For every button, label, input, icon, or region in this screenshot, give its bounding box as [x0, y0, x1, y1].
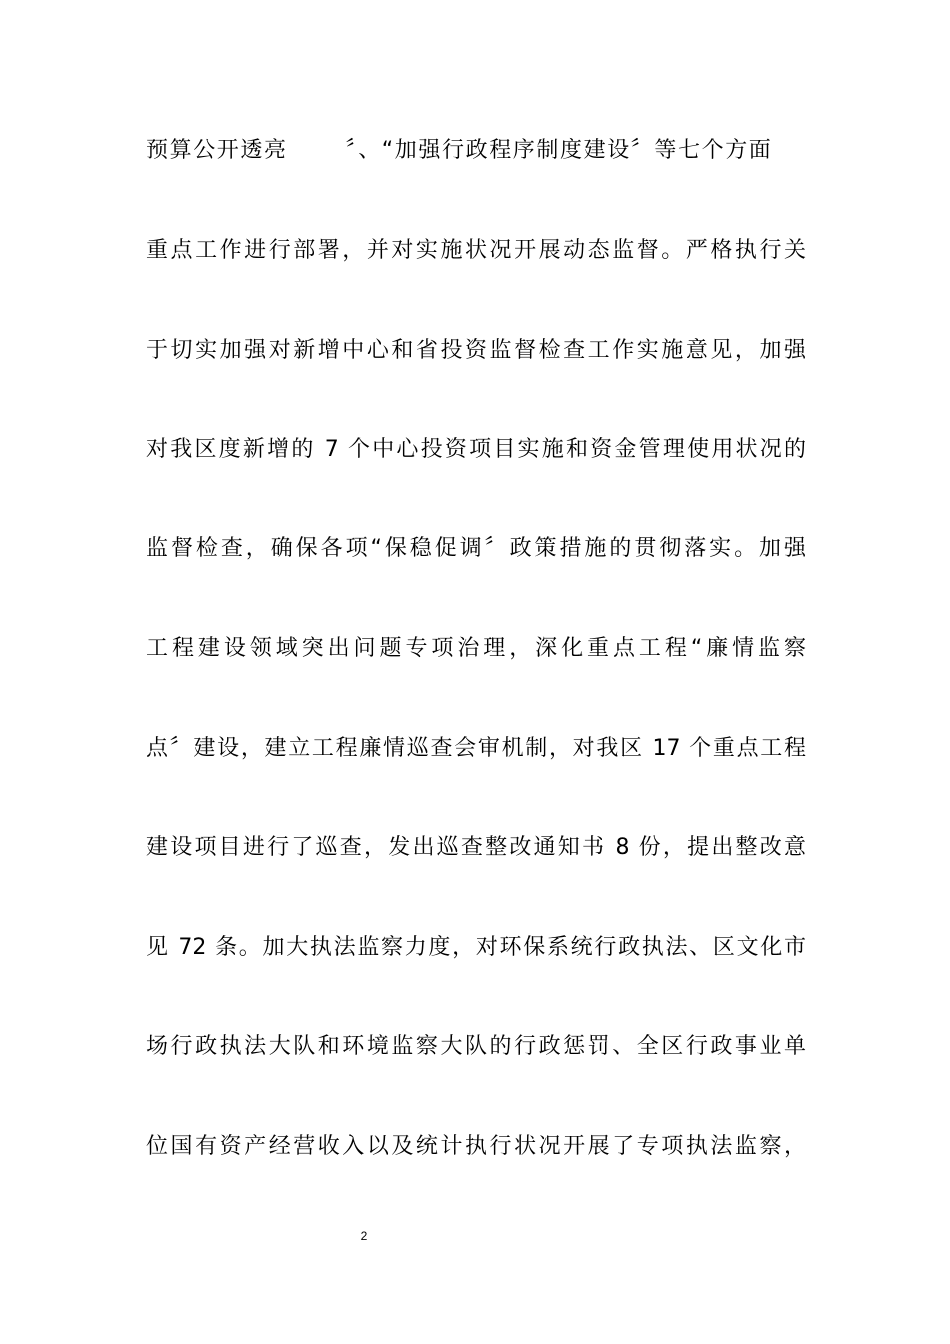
text-line-8: 建设项目进行了巡查，发出巡查整改通知书 8 份，提出整改意	[146, 835, 806, 860]
text-line-3: 于切实加强对新增中心和省投资监督检查工作实施意见，加强	[146, 338, 806, 363]
text-line-6: 工程建设领域突出问题专项治理，深化重点工程“廉情监察	[146, 636, 806, 661]
text-line-1	[146, 136, 806, 166]
page-number: 2	[360, 1229, 368, 1243]
text-line-2: 重点工作进行部署，并对实施状况开展动态监督。严格执行关	[146, 238, 806, 263]
text-line-1-part-a: 预算公开透亮	[146, 138, 288, 163]
text-line-4: 对我区度新增的 7 个中心投资项目实施和资金管理使用状况的	[146, 437, 806, 462]
text-line-10: 场行政执法大队和环境监察大队的行政惩罚、全区行政事业单	[146, 1034, 806, 1059]
text-line-9: 见 72 条。加大执法监察力度，对环保系统行政执法、区文化市	[146, 935, 806, 960]
text-line-1-part-b: 〞、“加强行政程序制度建设〞等七个方面	[345, 138, 773, 163]
text-line-5: 监督检查，确保各项“保稳促调〞政策措施的贯彻落实。加强	[146, 536, 806, 561]
text-line-7: 点〞建设，建立工程廉情巡查会审机制，对我区 17 个重点工程	[146, 736, 806, 761]
text-line-11: 位国有资产经营收入以及统计执行状况开展了专项执法监察，	[146, 1134, 806, 1159]
